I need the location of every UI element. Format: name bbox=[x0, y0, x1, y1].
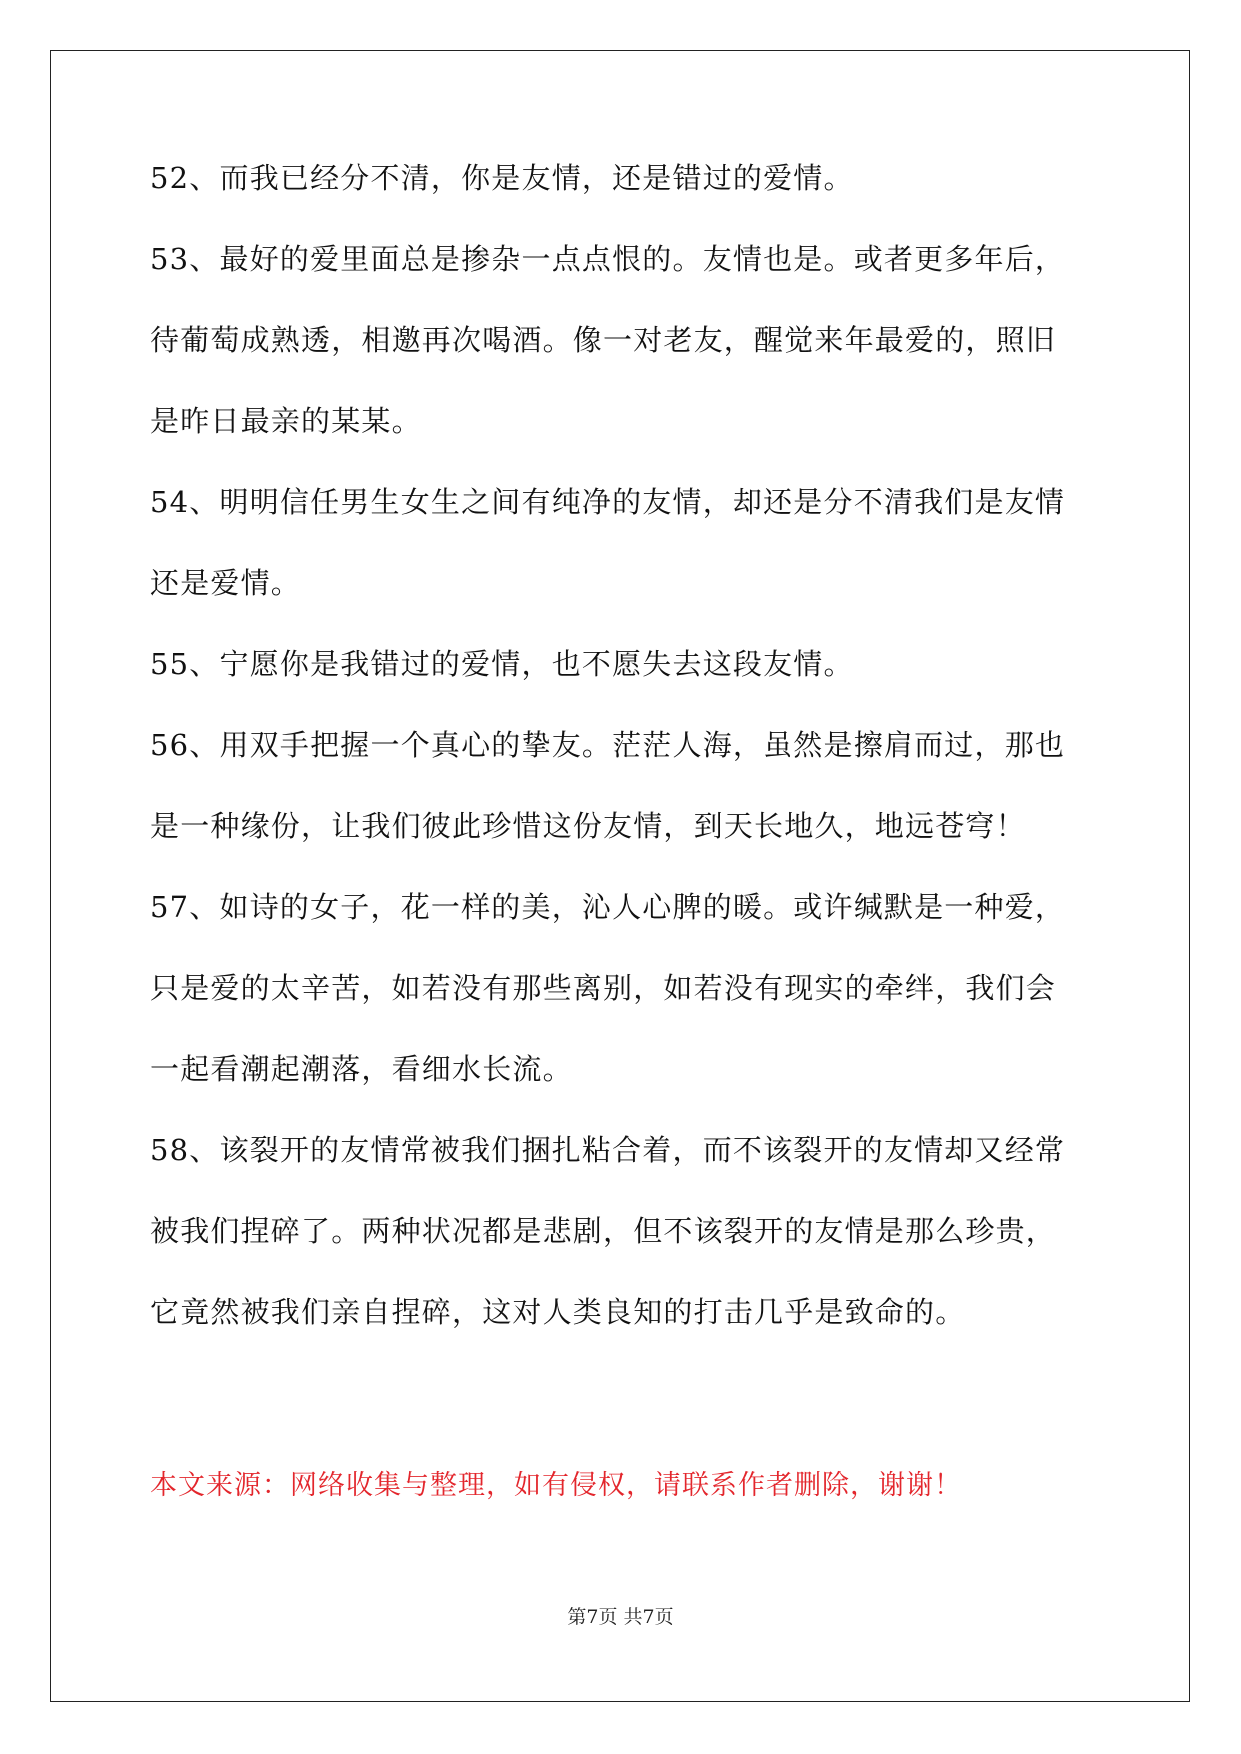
text-line: 一起看潮起潮落，看细水长流。 bbox=[150, 1052, 573, 1086]
text-line: 53、最好的爱里面总是掺杂一点点恨的。友情也是。或者更多年后， bbox=[150, 242, 1066, 276]
text-line: 待葡萄成熟透，相邀再次喝酒。像一对老友，醒觉来年最爱的，照旧 bbox=[150, 323, 1057, 357]
text-line: 是一种缘份，让我们彼此珍惜这份友情，到天长地久，地远苍穹！ bbox=[150, 809, 1026, 843]
text-line: 它竟然被我们亲自捏碎，这对人类良知的打击几乎是致命的。 bbox=[150, 1295, 966, 1329]
text-line: 56、用双手把握一个真心的挚友。茫茫人海，虽然是擦肩而过，那也 bbox=[150, 728, 1066, 762]
text-line: 58、该裂开的友情常被我们捆扎粘合着，而不该裂开的友情却又经常 bbox=[150, 1133, 1066, 1167]
text-line: 是昨日最亲的某某。 bbox=[150, 404, 422, 438]
document-body bbox=[150, 160, 1090, 1375]
text-line: 54、明明信任男生女生之间有纯净的友情，却还是分不清我们是友情 bbox=[150, 485, 1066, 519]
text-line: 只是爱的太辛苦，如若没有那些离别，如若没有现实的牵绊，我们会 bbox=[150, 971, 1057, 1005]
text-line: 52、而我已经分不清，你是友情，还是错过的爱情。 bbox=[150, 161, 854, 195]
text-line: 55、宁愿你是我错过的爱情，也不愿失去这段友情。 bbox=[150, 647, 854, 681]
text-line: 57、如诗的女子，花一样的美，沁人心脾的暖。或许缄默是一种爱， bbox=[150, 890, 1066, 924]
source-note: 本文来源：网络收集与整理，如有侵权，请联系作者删除，谢谢！ bbox=[150, 1470, 962, 1501]
page-number: 第7页 共7页 bbox=[567, 1606, 674, 1628]
text-line: 还是爱情。 bbox=[150, 566, 302, 600]
text-line: 被我们捏碎了。两种状况都是悲剧，但不该裂开的友情是那么珍贵， bbox=[150, 1214, 1057, 1248]
